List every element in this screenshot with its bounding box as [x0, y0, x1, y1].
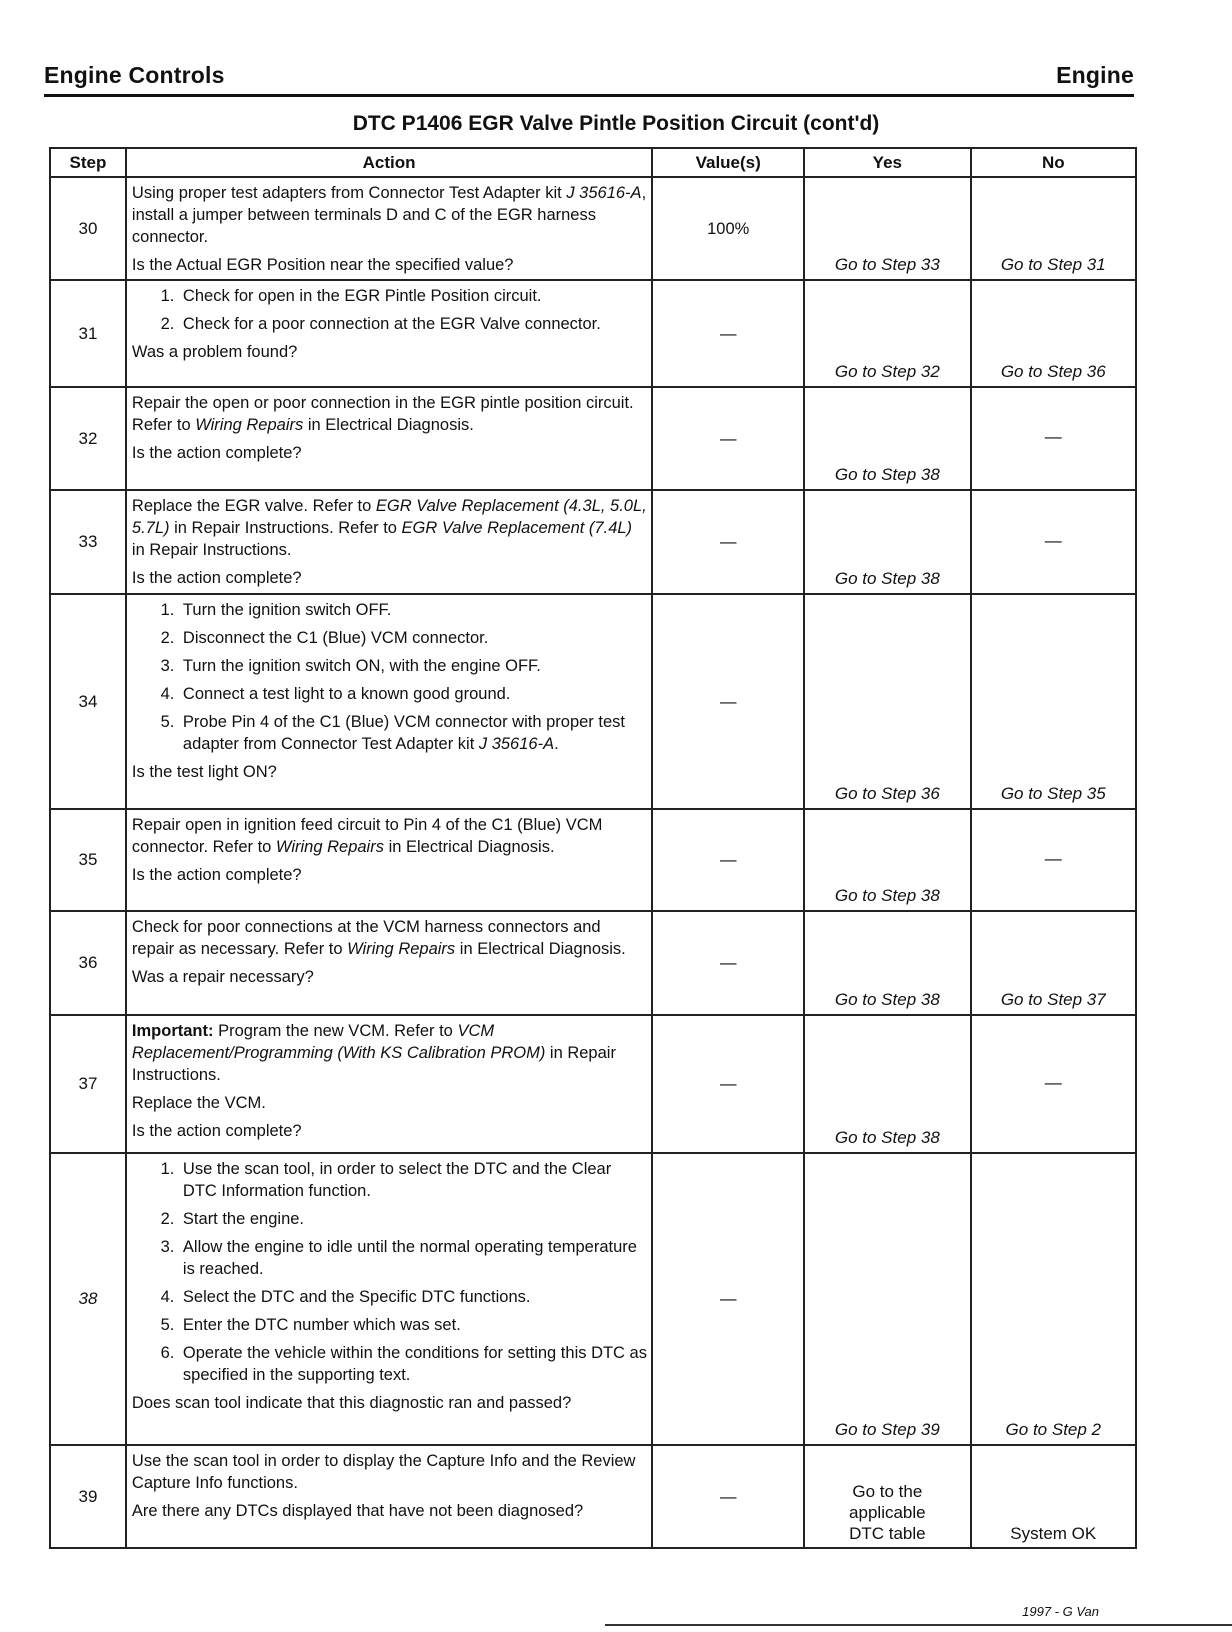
- step-number: 32: [50, 387, 126, 490]
- action-cell: Use the scan tool in order to display the Capture Info and the Review Capture Info functions. Are there any DTCs displayed that have not been diagnosed?: [126, 1445, 652, 1548]
- col-values: Value(s): [652, 148, 804, 177]
- value-cell: —: [652, 1445, 804, 1548]
- footer-rule: [605, 1624, 1232, 1626]
- step-number: 39: [50, 1445, 126, 1548]
- yes-cell: Go to Step 38: [804, 809, 970, 911]
- list-item: 2. Disconnect the C1 (Blue) VCM connector.: [179, 627, 647, 649]
- action-cell: Repair open in ignition feed circuit to Pin 4 of the C1 (Blue) VCM connector. Refer to Wiring Repairs in Electrical Diagnosis. Is the action complete?: [126, 809, 652, 911]
- value-cell: —: [652, 594, 804, 809]
- yes-cell: Go to the applicable DTC table: [804, 1445, 970, 1548]
- action-cell: Using proper test adapters from Connector Test Adapter kit J 35616-A, install a jumper between terminals D and C of the EGR harness connector. Is the Actual EGR Position near the specified value?: [126, 177, 652, 280]
- no-cell: System OK: [971, 1445, 1136, 1548]
- list-item: 6. Operate the vehicle within the conditions for setting this DTC as specified in the supporting text.: [179, 1342, 647, 1386]
- step-number: 35: [50, 809, 126, 911]
- list-item: 3. Turn the ignition switch ON, with the engine OFF.: [179, 655, 647, 677]
- value-cell: —: [652, 280, 804, 387]
- list-item: 3. Allow the engine to idle until the normal operating temperature is reached.: [179, 1236, 647, 1280]
- col-yes: Yes: [804, 148, 970, 177]
- yes-cell: Go to Step 33: [804, 177, 970, 280]
- list-item: 5. Probe Pin 4 of the C1 (Blue) VCM connector with proper test adapter from Connector Test Adapter kit J 35616-A.: [179, 711, 647, 755]
- table-row: [50, 1445, 1136, 1548]
- value-cell: —: [652, 1015, 804, 1153]
- step-number: 38: [50, 1153, 126, 1445]
- question: Are there any DTCs displayed that have not been diagnosed?: [131, 1502, 584, 1520]
- step-number: 30: [50, 177, 126, 280]
- action-cell: Repair the open or poor connection in the EGR pintle position circuit. Refer to Wiring Repairs in Electrical Diagnosis. Is the action complete?: [126, 387, 652, 490]
- no-cell: —: [971, 809, 1136, 911]
- list-item: 1. Check for open in the EGR Pintle Position circuit.: [179, 285, 647, 307]
- value-cell: —: [652, 809, 804, 911]
- page-title: DTC P1406 EGR Valve Pintle Position Circuit (cont'd): [352, 112, 880, 135]
- list-item: 4. Select the DTC and the Specific DTC functions.: [179, 1286, 647, 1308]
- yes-cell: Go to Step 38: [804, 387, 970, 490]
- no-cell: Go to Step 37: [971, 911, 1136, 1015]
- section-title: Engine Controls: [44, 62, 225, 88]
- list-item: 2. Check for a poor connection at the EGR Valve connector.: [179, 313, 647, 335]
- col-no: No: [971, 148, 1136, 177]
- step-number: 37: [50, 1015, 126, 1153]
- list-item: 1. Use the scan tool, in order to select the DTC and the Clear DTC Information function.: [179, 1158, 647, 1202]
- question: Was a problem found?: [131, 343, 298, 361]
- value-cell: —: [652, 387, 804, 490]
- action-cell: Check for poor connections at the VCM harness connectors and repair as necessary. Refer to Wiring Repairs in Electrical Diagnosis. Was a repair necessary?: [126, 911, 652, 1015]
- table-row: [50, 809, 1136, 911]
- no-cell: —: [971, 387, 1136, 490]
- table-row: [50, 280, 1136, 387]
- question: Is the action complete?: [131, 569, 302, 587]
- action-cell: [126, 594, 652, 809]
- question: Does scan tool indicate that this diagnostic ran and passed?: [131, 1394, 572, 1412]
- yes-cell: Go to Step 36: [804, 594, 970, 809]
- yes-cell: Go to Step 32: [804, 280, 970, 387]
- action-cell: Important: Program the new VCM. Refer to VCM Replacement/Programming (With KS Calibration PROM) in Repair Instructions. Replace the VCM. Is the action complete?: [126, 1015, 652, 1153]
- yes-cell: Go to Step 39: [804, 1153, 970, 1445]
- table-row: [50, 387, 1136, 490]
- list-item: 5. Enter the DTC number which was set.: [179, 1314, 647, 1336]
- value-cell: —: [652, 490, 804, 594]
- value-cell: 100%: [652, 177, 804, 280]
- action-cell: Replace the EGR valve. Refer to EGR Valve Replacement (4.3L, 5.0L, 5.7L) in Repair Instructions. Refer to EGR Valve Replacement (7.4L) in Repair Instructions. Is the action complete?: [126, 490, 652, 594]
- table-row: [50, 911, 1136, 1015]
- value-cell: —: [652, 911, 804, 1015]
- no-cell: Go to Step 2: [971, 1153, 1136, 1445]
- list-item: 4. Connect a test light to a known good ground.: [179, 683, 647, 705]
- table-header-row: [50, 148, 1136, 177]
- yes-cell: Go to Step 38: [804, 1015, 970, 1153]
- col-action: Action: [126, 148, 652, 177]
- no-cell: Go to Step 35: [971, 594, 1136, 809]
- step-number: 33: [50, 490, 126, 594]
- yes-cell: Go to Step 38: [804, 490, 970, 594]
- system-label: Engine: [1056, 62, 1134, 88]
- step-number: 34: [50, 594, 126, 809]
- question: Is the Actual EGR Position near the specified value?: [131, 256, 514, 274]
- step-number: 31: [50, 280, 126, 387]
- table-row: [50, 1153, 1136, 1445]
- table-row: [50, 1015, 1136, 1153]
- no-cell: Go to Step 36: [971, 280, 1136, 387]
- footer-label: 1997 - G Van: [1022, 1604, 1099, 1619]
- table-row: [50, 594, 1136, 809]
- step-number: 36: [50, 911, 126, 1015]
- header-rule: [44, 94, 1134, 97]
- no-cell: —: [971, 1015, 1136, 1153]
- important-label: Important:: [131, 1022, 214, 1040]
- action-cell: [126, 1153, 652, 1445]
- no-cell: —: [971, 490, 1136, 594]
- list-item: 2. Start the engine.: [179, 1208, 647, 1230]
- question: Is the action complete?: [131, 1122, 302, 1140]
- yes-cell: Go to Step 38: [804, 911, 970, 1015]
- list-item: 1. Turn the ignition switch OFF.: [179, 599, 647, 621]
- col-step: Step: [50, 148, 126, 177]
- question: Is the action complete?: [131, 866, 302, 884]
- action-cell: [126, 280, 652, 387]
- table-row: [50, 177, 1136, 280]
- diagnostic-table: [49, 147, 1137, 1549]
- no-cell: Go to Step 31: [971, 177, 1136, 280]
- question: Is the action complete?: [131, 444, 302, 462]
- question: Is the test light ON?: [131, 763, 277, 781]
- table-row: [50, 490, 1136, 594]
- value-cell: —: [652, 1153, 804, 1445]
- question: Was a repair necessary?: [131, 968, 314, 986]
